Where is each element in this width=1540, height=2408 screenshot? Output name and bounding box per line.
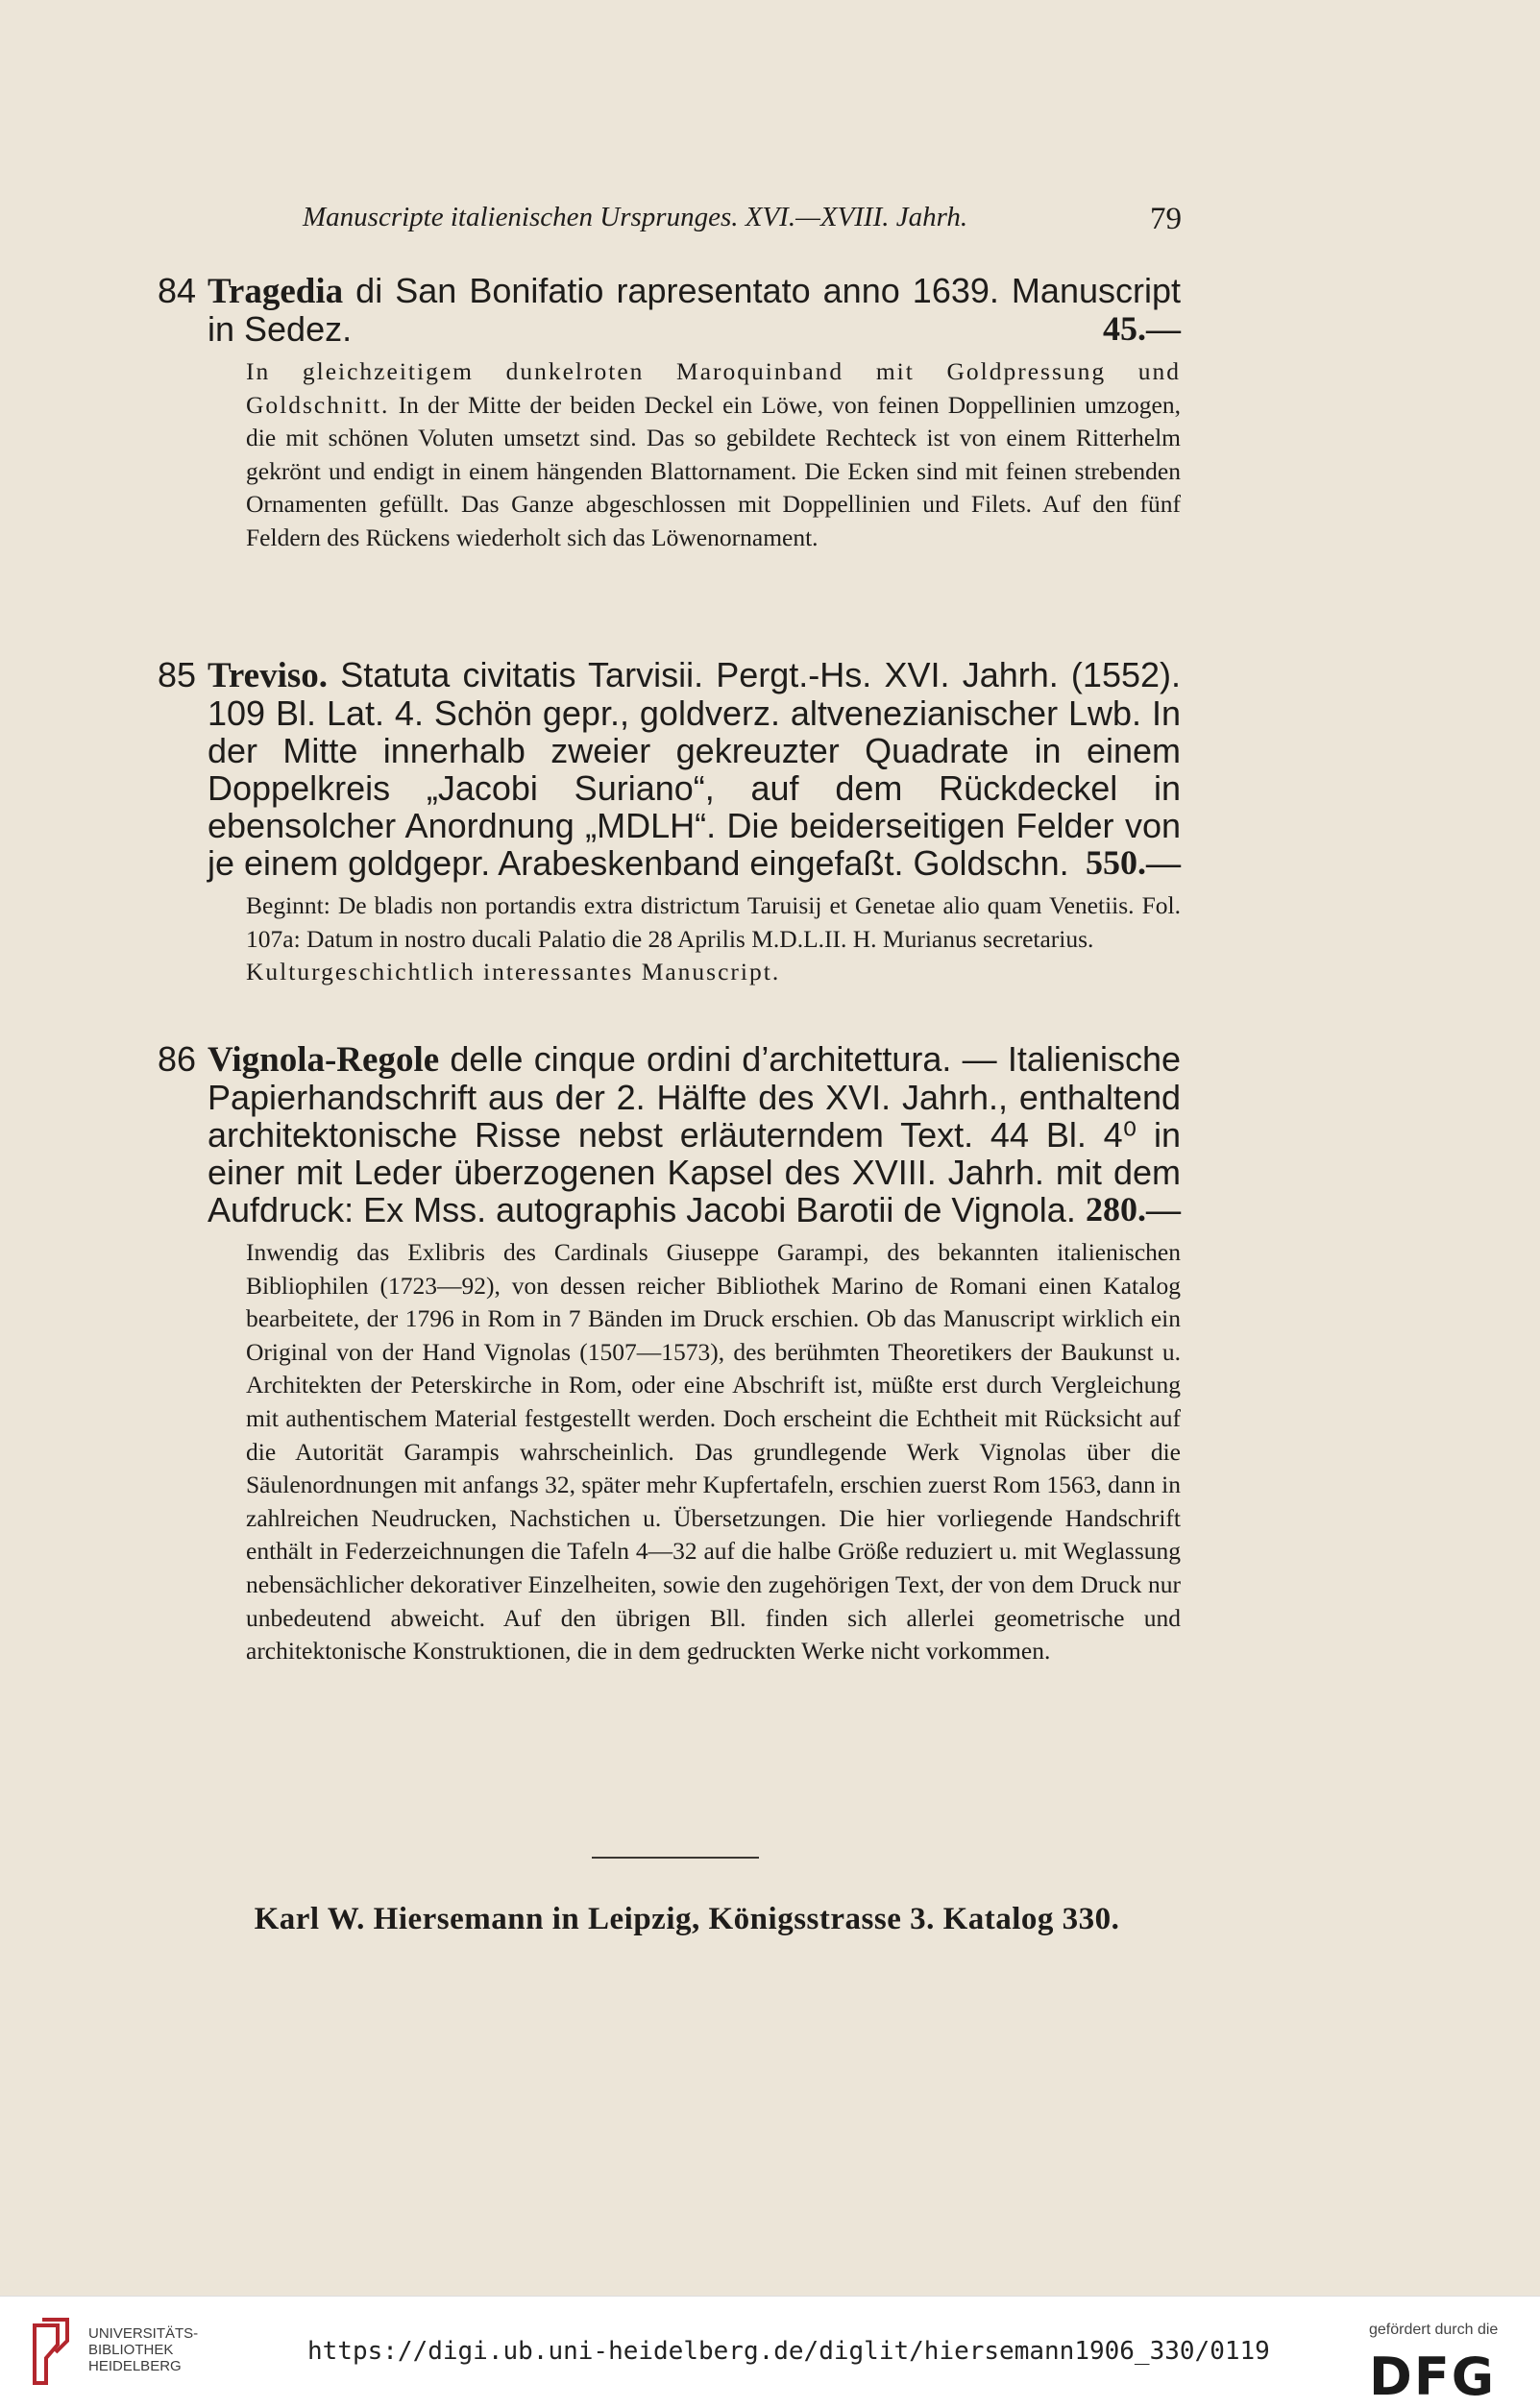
lot-title: Statuta civitatis Tarvisii. Pergt.-Hs. XVI. Jahrh. (1552). 109 Bl. Lat. 4. Schön gepr., goldverz. altvenezianischer Lwb. In der Mitte innerhalb zweier gekreuzter Quadrate in einem Doppelkreis „Jacobi Suriano“, auf dem Rückdeckel in ebensolcher Anordnung „MDLH“. Die beiderseitigen Felder von je einem goldgepr. Arabeskenband eingefaßt. Goldschn.: [208, 655, 1181, 883]
lot-description: [246, 889, 1181, 989]
lot-price: 280.—: [1086, 1190, 1181, 1228]
lot-heading: [158, 272, 1181, 348]
running-header: [288, 202, 1182, 240]
lot-number: 86: [158, 1039, 197, 1079]
funding-note: gefördert durch die: [1369, 2322, 1499, 2338]
dfg-logo: DFG: [1369, 2347, 1497, 2407]
divider-rule: [592, 1857, 759, 1859]
library-name: [88, 2325, 198, 2374]
binding-lead: In gleichzeitigem dunkelroten Maroquinband mit Goldpressung und Goldschnitt.: [246, 357, 1181, 419]
lot-number: 84: [158, 271, 197, 310]
lot-heading: [158, 1040, 1181, 1228]
library-name-line3: HEIDELBERG: [88, 2358, 182, 2374]
header-title: Manuscripte italienischen Ursprunges. XVI.—XVIII. Jahrh.: [303, 202, 968, 232]
library-name-line2: BIBLIOTHEK: [88, 2342, 174, 2358]
lot-description: [246, 355, 1181, 555]
lot-keyword: Treviso.: [208, 656, 329, 695]
publisher-imprint: Karl W. Hiersemann in Leipzig, Königsstrasse 3. Katalog 330.: [254, 1902, 1120, 1936]
lot-description: Inwendig das Exlibris des Cardinals Giuseppe Garampi, des bekannten italienischen Bibliophilen (1723—92), von dessen reicher Bibliothek Marino de Romani einen Katalog bearbeitete, der 1796 in Rom in 7 Bänden im Druck erschien. Ob das Manuscript wirklich ein Original von der Hand Vignolas (1507—1573), des berühmten Theoretikers der Baukunst u. Architekten der Peterskirche in Rom, oder eine Abschrift ist, müßte erst durch Vergleichung mit authentischem Material festgestellt werden. Doch erscheint die Echtheit mit Rücksicht auf die Autorität Garampis wahrscheinlich. Das grundlegende Werk Vignolas über die Säulenordnungen mit anfangs 32, später mehr Kupfertafeln, erschien zuerst Rom 1563, dann in zahlreichen Neudrucken, Nachstichen u. Übersetzungen. Die hier vorliegende Handschrift enthält in Federzeichnungen die Tafeln 4—32 auf die halbe Größe reduziert u. mit Weglassung nebensächlicher dekorativer Einzelheiten, sowie den zugehörigen Text, der von dem Druck nur unbedeutend abweicht. Auf den übrigen Bll. finden sich allerlei geometrische und architektonische Konstruktionen, die in dem gedruckten Werke nicht vorkommen.: [246, 1238, 1181, 1666]
incipit-text: Beginnt: De bladis non portandis extra districtum Taruisij et Genetae alio quam Venetiis. Fol. 107a: Datum in nostro ducali Palatio die 28 Aprilis M.D.L.II. H. Murianus secretarius.: [246, 891, 1181, 953]
lot-heading: [158, 656, 1181, 882]
lot-title: di San Bonifatio rapresentato anno 1639. Manuscript in Sedez.: [208, 271, 1181, 349]
lot-price: 45.—: [1103, 309, 1181, 348]
permalink-url[interactable]: https://digi.ub.uni-heidelberg.de/diglit/hiersemann1906_330/0119: [307, 2337, 1270, 2366]
digitization-footer: [0, 2296, 1540, 2408]
lot-title: delle cinque ordini d’architettura. — Italienische Papierhandschrift aus der 2. Hälfte des XVI. Jahrh., enthaltend architektonische Risse nebst erläuterndem Text. 44 Bl. 4⁰ in einer mit Leder überzogenen Kapsel des XVIII. Jahrh. mit dem Aufdruck: Ex Mss. autographis Jacobi Barotii de Vignola.: [208, 1039, 1181, 1229]
catalog-entry-86: [158, 1040, 1181, 1668]
lot-note: Kulturgeschichtlich interessantes Manuscript.: [246, 958, 781, 986]
lot-price: 550.—: [1086, 843, 1181, 882]
catalog-entry-85: [158, 656, 1181, 989]
library-name-line1: UNIVERSITÄTS-: [88, 2325, 199, 2342]
binding-text: In der Mitte der beiden Deckel ein Löwe, von feinen Doppellinien umzogen, die mit schönen Voluten umsetzt sind. Das so gebildete Rechteck ist von einem Ritterhelm gekrönt und endigt in einem hängenden Blattornament. Die Ecken sind mit feinen strebenden Ornamenten gefüllt. Das Ganze abgeschlossen mit Doppellinien und Filets. Auf den fünf Feldern des Rückens wiederholt sich das Löwenornament.: [246, 390, 1181, 551]
page-number: 79: [1150, 202, 1182, 236]
university-library-logo-icon: [29, 2316, 81, 2389]
lot-keyword: Tragedia: [208, 272, 344, 311]
catalog-entry-84: [158, 272, 1181, 555]
lot-number: 85: [158, 655, 197, 694]
lot-keyword: Vignola-Regole: [208, 1040, 440, 1080]
